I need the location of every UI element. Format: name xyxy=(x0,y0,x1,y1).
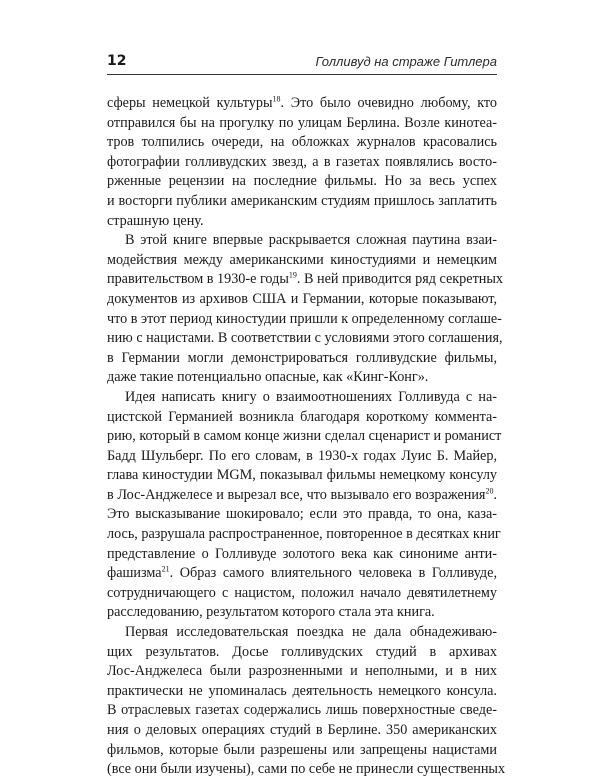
text-run: в Германии могли демонстрироваться голливудские фильмы, xyxy=(107,349,497,366)
text-line xyxy=(107,584,497,604)
text-run: Лос-Анджелеса были разрозненными и неполными, и в них xyxy=(107,663,497,680)
text-line xyxy=(107,212,497,232)
text-run: . Образ самого влиятельного человека в Голливуде, xyxy=(169,565,497,582)
text-line xyxy=(107,701,497,721)
text-run: Первая исследовательская поездка не дала обнадеживаю- xyxy=(125,624,497,641)
text-line xyxy=(107,505,497,525)
text-run: сотрудничающего с нацистом, положил начало девятилетнему xyxy=(107,584,497,601)
text-line xyxy=(107,290,497,310)
text-run: ния о деловых операциях студий в Берлине. 350 американских xyxy=(107,722,497,738)
text-run: правительством в 1930-е годы xyxy=(107,271,289,288)
text-run: цистской Германией возникла благодаря короткому коммента- xyxy=(107,408,497,425)
text-line xyxy=(107,172,497,192)
text-line xyxy=(107,643,497,663)
book-title: Голливуд на страже Гитлера xyxy=(315,54,497,69)
text-line xyxy=(107,447,497,467)
text-line xyxy=(107,486,497,506)
text-run: щих результатов. Досье голливудских студий в архивах xyxy=(107,643,497,660)
text-line xyxy=(107,623,497,643)
text-run: сферы немецкой культуры xyxy=(107,95,273,111)
text-run: нию с нацистами. В соответствии с условиями этого соглашения, xyxy=(107,330,503,347)
text-run: практически не упоминалась деятельность немецкого консула. xyxy=(107,682,497,699)
text-run: лось, разрушала распространенное, повторенное в десятках книг xyxy=(107,526,501,543)
text-run: фильмов, которые были разрешены или запрещены нацистами xyxy=(107,741,497,758)
text-line xyxy=(107,94,497,114)
text-line xyxy=(107,525,501,545)
text-run: . Это было очевидно любому, кто xyxy=(280,95,497,111)
text-line xyxy=(107,760,506,780)
text-run: (все они были изучены), сами по себе не принесли существенных xyxy=(107,761,506,778)
paragraph xyxy=(107,231,503,388)
text-line xyxy=(107,329,503,349)
running-header xyxy=(107,46,497,75)
footnote-ref: 19 xyxy=(288,270,297,280)
text-run: что в этот период киностудии пришли к определенному соглашe- xyxy=(107,310,502,327)
text-line xyxy=(107,368,497,388)
text-run: в Лос-Анджелесе и вырезал все, что вызывало его возражения xyxy=(107,486,486,503)
text-run: расследованию, результатом которого стала эта книга. xyxy=(107,604,435,621)
text-line xyxy=(107,545,497,565)
text-line xyxy=(107,133,497,153)
body-text xyxy=(107,94,506,780)
text-line xyxy=(107,153,497,173)
page-number: 12 xyxy=(107,53,127,69)
text-line xyxy=(107,662,497,682)
text-line xyxy=(107,427,502,447)
text-line xyxy=(107,251,497,271)
text-line xyxy=(107,192,497,212)
footnote-ref: 18 xyxy=(272,94,281,104)
text-line xyxy=(107,721,497,741)
text-line xyxy=(107,270,503,290)
text-line xyxy=(107,310,502,330)
paragraph xyxy=(107,623,506,780)
text-run: документов из архивов США и Германии, которые показывают, xyxy=(107,290,497,307)
text-run: и восторги публики американским студиям пришлось заплатить xyxy=(107,192,497,209)
text-line xyxy=(107,408,497,428)
text-line xyxy=(107,349,497,369)
text-line xyxy=(107,388,497,408)
text-run: рженные рецензии на последние фильмы. Но за весь успех xyxy=(107,173,497,190)
text-run: . xyxy=(493,486,497,503)
text-line xyxy=(107,564,497,584)
text-line xyxy=(107,741,497,761)
text-run: представление о Голливуде золотого века как синониме анти- xyxy=(107,545,497,562)
text-line xyxy=(107,466,497,486)
footnote-ref: 20 xyxy=(485,486,494,496)
text-run: рию, который в самом конце жизни сделал сценарист и романист xyxy=(107,428,502,445)
text-line xyxy=(107,682,497,702)
text-run: глава киностудии MGM, показывал фильмы немецкому консулу xyxy=(107,467,497,484)
text-line xyxy=(107,114,497,134)
text-run: фотографии голливудских звезд, а в газетах появлялись восто- xyxy=(107,153,497,170)
text-run: отправился бы на прогулку по улицам Берлина. Возле кинотеа- xyxy=(107,114,497,131)
text-run: модействия между американскими киностудиями и немецким xyxy=(107,251,497,268)
text-line xyxy=(107,603,497,623)
text-run: Это высказывание шокировало; если это правда, то она, каза- xyxy=(107,506,497,523)
text-run: Бадд Шульберг. По его словам, в 1930-х годах Луис Б. Майер, xyxy=(107,447,497,464)
text-line xyxy=(107,231,497,251)
text-run: страшную цену. xyxy=(107,212,204,229)
text-run: В отраслевых газетах содержались лишь поверхностные сведе- xyxy=(107,702,497,719)
text-run: фашизма xyxy=(107,565,162,582)
text-run: В этой книге впервые раскрывается сложная паутина взаи- xyxy=(125,232,497,249)
text-run: тров толпились очереди, на обложках журналов красовались xyxy=(107,134,497,151)
text-run: даже такие потенциально опасные, как «Кинг-Конг». xyxy=(107,369,429,386)
paragraph xyxy=(107,94,497,231)
paragraph xyxy=(107,388,502,623)
footnote-ref: 21 xyxy=(161,564,170,574)
text-run: Идея написать книгу о взаимоотношениях Голливуда с на- xyxy=(125,388,497,405)
text-run: . В ней приводится ряд секретных xyxy=(296,271,503,288)
